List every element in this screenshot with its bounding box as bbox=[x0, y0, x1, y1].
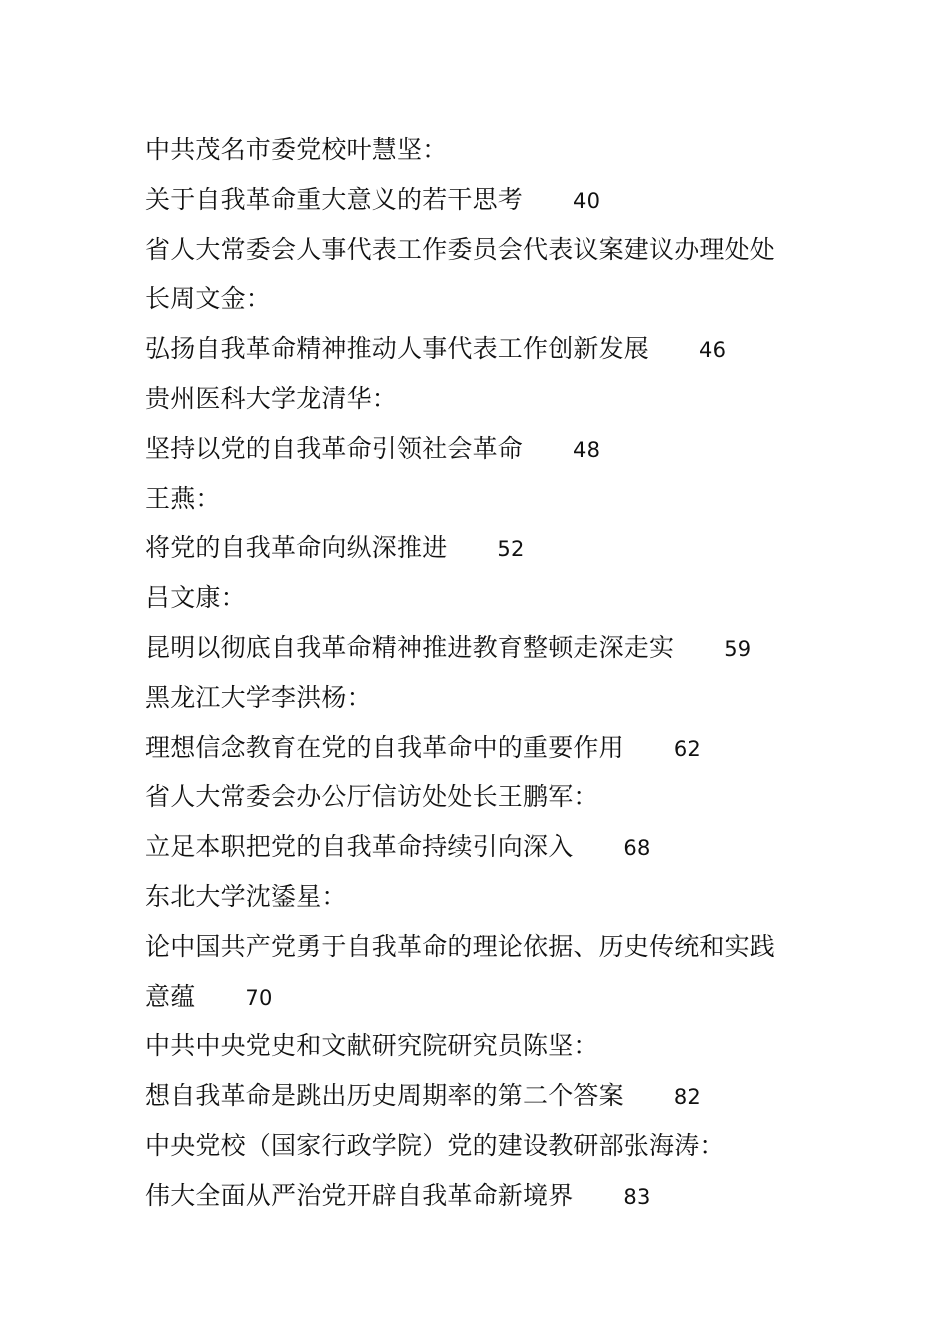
toc-title: 坚持以党的自我革命引领社会革命 bbox=[145, 433, 524, 463]
toc-entry[interactable] bbox=[145, 822, 825, 872]
toc-title: 立足本职把党的自我革命持续引向深入 bbox=[145, 832, 574, 862]
toc-entry[interactable] bbox=[145, 424, 825, 474]
toc-entry[interactable] bbox=[145, 1171, 825, 1221]
toc-page-number: 46 bbox=[699, 338, 727, 363]
toc-page-number: 68 bbox=[623, 836, 651, 861]
toc-page-number: 62 bbox=[673, 736, 701, 761]
toc-title: 将党的自我革命向纵深推进 bbox=[145, 533, 448, 563]
toc-title: 论中国共产党勇于自我革命的理论依据、历史传统和实践 bbox=[145, 931, 776, 961]
toc-entry[interactable] bbox=[145, 175, 825, 225]
toc-entry[interactable] bbox=[145, 623, 825, 673]
toc-title: 意蕴 bbox=[145, 981, 196, 1011]
toc-author: 中央党校（国家行政学院）党的建设教研部张海涛： bbox=[145, 1130, 725, 1160]
toc-entry[interactable] bbox=[145, 324, 825, 374]
toc-title: 弘扬自我革命精神推动人事代表工作创新发展 bbox=[145, 334, 650, 364]
table-of-contents bbox=[145, 125, 825, 1221]
toc-author: 黑龙江大学李洪杨： bbox=[145, 682, 372, 712]
toc-author: 贵州医科大学龙清华： bbox=[145, 383, 398, 413]
toc-author: 长周文金： bbox=[145, 284, 272, 314]
toc-title: 昆明以彻底自我革命精神推进教育整顿走深走实 bbox=[145, 632, 675, 662]
toc-page-number: 70 bbox=[245, 985, 273, 1010]
toc-page-number: 48 bbox=[573, 437, 601, 462]
toc-author: 吕文康： bbox=[145, 583, 246, 613]
toc-page-number: 40 bbox=[573, 188, 601, 213]
toc-entry[interactable] bbox=[145, 1071, 825, 1121]
toc-entry[interactable] bbox=[145, 523, 825, 573]
toc-title: 理想信念教育在党的自我革命中的重要作用 bbox=[145, 732, 624, 762]
toc-author: 王燕： bbox=[145, 483, 221, 513]
toc-author: 东北大学沈鋈星： bbox=[145, 881, 347, 911]
toc-author: 省人大常委会人事代表工作委员会代表议案建议办理处处 bbox=[145, 234, 776, 264]
toc-page-number: 82 bbox=[673, 1085, 701, 1110]
toc-title: 伟大全面从严治党开辟自我革命新境界 bbox=[145, 1180, 574, 1210]
toc-page-number: 59 bbox=[724, 636, 752, 661]
toc-title: 关于自我革命重大意义的若干思考 bbox=[145, 184, 524, 214]
toc-page-number: 83 bbox=[623, 1184, 651, 1209]
toc-author: 中共中央党史和文献研究院研究员陈坚： bbox=[145, 1031, 599, 1061]
toc-author: 中共茂名市委党校叶慧坚： bbox=[145, 135, 448, 164]
toc-page-number: 52 bbox=[497, 537, 525, 562]
toc-entry[interactable] bbox=[145, 972, 825, 1022]
toc-entry[interactable] bbox=[145, 723, 825, 773]
toc-title: 想自我革命是跳出历史周期率的第二个答案 bbox=[145, 1081, 624, 1111]
toc-entry[interactable] bbox=[145, 922, 825, 972]
toc-author: 省人大常委会办公厅信访处处长王鹏军： bbox=[145, 782, 599, 812]
